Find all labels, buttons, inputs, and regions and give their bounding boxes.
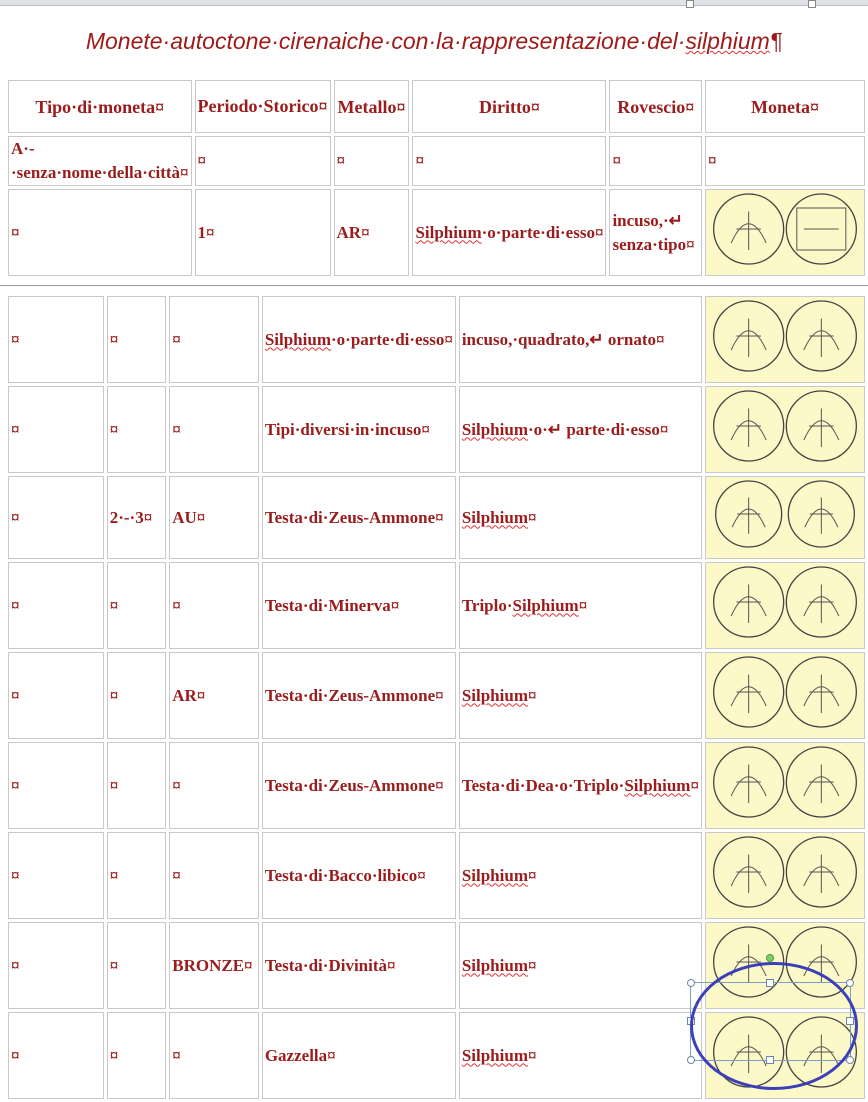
cell-periodo[interactable]: ¤ [107, 742, 167, 829]
cell-moneta[interactable]: ¤ [705, 136, 865, 186]
cell-rovescio[interactable]: incuso,·quadrato,↵ ornato¤ [459, 296, 702, 383]
table-row [8, 832, 865, 919]
cell-tipo[interactable]: ¤ [8, 386, 104, 473]
cell-diritto[interactable]: ¤ [412, 136, 606, 186]
cell-rovescio[interactable]: Silphium¤ [459, 922, 702, 1009]
pilcrow-mark: ¶ [769, 28, 783, 54]
header-rovescio: Rovescio¤ [609, 80, 702, 133]
cell-tipo[interactable]: ¤ [8, 189, 192, 276]
table-row [8, 136, 865, 186]
cell-periodo[interactable]: 1¤ [195, 189, 331, 276]
silphium-word: Silphium [512, 595, 579, 615]
cell-metallo[interactable]: BRONZE¤ [169, 922, 259, 1009]
header-metallo: Metallo¤ [334, 80, 410, 133]
cell-tipo[interactable]: ¤ [8, 652, 104, 739]
silphium-word: Silphium [461, 955, 528, 975]
cell-metallo[interactable]: AU¤ [169, 476, 259, 559]
cell-rovescio[interactable]: Testa·di·Dea·o·Triplo·Silphium¤ [459, 742, 702, 829]
cell-tipo[interactable]: ¤ [8, 476, 104, 559]
cell-metallo[interactable]: ¤ [334, 136, 410, 186]
cell-periodo[interactable]: ¤ [107, 562, 167, 649]
highlight-ellipse [690, 962, 858, 1090]
cell-tipo[interactable]: ¤ [8, 1012, 104, 1099]
silphium-word: Silphium [461, 507, 528, 527]
cell-periodo[interactable]: ¤ [107, 386, 167, 473]
cell-rovescio[interactable]: Silphium¤ [459, 652, 702, 739]
silphium-word: Silphium [461, 1045, 528, 1065]
silphium-word: Silphium [461, 685, 528, 705]
cell-diritto[interactable]: Testa·di·Divinità¤ [262, 922, 456, 1009]
ornate-square-coin-icon [706, 297, 864, 375]
page-title [0, 28, 868, 55]
coin-image-cell[interactable] [705, 476, 865, 559]
coin-image-cell[interactable] [705, 189, 865, 276]
cell-rovescio[interactable]: Silphium¤ [459, 1012, 702, 1099]
cell-periodo[interactable]: ¤ [107, 652, 167, 739]
cell-periodo[interactable]: ¤ [107, 922, 167, 1009]
table-row [8, 296, 865, 383]
table-row [8, 386, 865, 473]
cell-periodo[interactable]: ¤ [107, 296, 167, 383]
ruler-bar [0, 0, 868, 6]
silphium-word: Silphium [461, 419, 528, 439]
cell-periodo[interactable]: ¤ [107, 832, 167, 919]
cell-periodo[interactable]: ¤ [107, 1012, 167, 1099]
coins-table-top [5, 77, 868, 279]
dea-coin-icon [706, 743, 864, 821]
coin-image-cell[interactable] [705, 296, 865, 383]
header-row [8, 80, 865, 133]
cell-tipo[interactable]: ¤ [8, 922, 104, 1009]
silphium-word: Silphium [624, 775, 691, 795]
table-row [8, 742, 865, 829]
bacco-coin-icon [706, 833, 864, 911]
cell-diritto[interactable]: Silphium·o·parte·di·esso¤ [262, 296, 456, 383]
cell-metallo[interactable]: ¤ [169, 742, 259, 829]
cell-diritto[interactable]: Gazzella¤ [262, 1012, 456, 1099]
resize-handle[interactable] [687, 979, 695, 987]
coin-image-cell[interactable] [705, 832, 865, 919]
cell-diritto[interactable]: Tipi·diversi·in·incuso¤ [262, 386, 456, 473]
zeus-ar-coin-icon [706, 653, 864, 731]
cell-diritto[interactable]: Testa·di·Minerva¤ [262, 562, 456, 649]
coin-image-cell[interactable] [705, 652, 865, 739]
cell-diritto[interactable]: Testa·di·Zeus-Ammone¤ [262, 742, 456, 829]
cell-tipo[interactable]: ¤ [8, 562, 104, 649]
margin-marker[interactable] [686, 0, 694, 8]
silphium-word: Silphium [461, 865, 528, 885]
silphium-word: Silphium [264, 329, 331, 349]
title-text: Monete·autoctone·cirenaiche·con·la·rappresentazione·del· [85, 28, 686, 54]
coin-image-cell[interactable] [705, 742, 865, 829]
cell-tipo[interactable]: ¤ [8, 832, 104, 919]
cell-tipo[interactable]: A·-·senza·nome·della·città¤ [8, 136, 192, 186]
header-tipo: Tipo·di·moneta¤ [8, 80, 192, 133]
cell-metallo[interactable]: ¤ [169, 1012, 259, 1099]
resize-handle[interactable] [687, 1056, 695, 1064]
silphium-word: Silphium [415, 222, 482, 242]
title-silphium-word: silphium [685, 28, 770, 54]
cell-diritto[interactable]: Testa·di·Bacco·libico¤ [262, 832, 456, 919]
coin-image-cell[interactable] [705, 386, 865, 473]
cell-rovescio[interactable]: Silphium¤ [459, 476, 702, 559]
resize-handle[interactable] [846, 979, 854, 987]
figures-coin-icon [706, 387, 864, 465]
header-moneta: Moneta¤ [705, 80, 865, 133]
cell-metallo[interactable]: AR¤ [334, 189, 410, 276]
header-periodo: Periodo·Storico¤ [195, 80, 331, 133]
cell-diritto[interactable]: Testa·di·Zeus-Ammone¤ [262, 652, 456, 739]
cell-rovescio[interactable]: incuso,·↵ senza·tipo¤ [609, 189, 702, 276]
cell-periodo[interactable]: ¤ [195, 136, 331, 186]
cell-rovescio[interactable]: Silphium¤ [459, 832, 702, 919]
cell-metallo[interactable]: ¤ [169, 562, 259, 649]
zeus-coin-icon [706, 477, 864, 551]
cell-periodo[interactable]: 2·-·3¤ [107, 476, 167, 559]
rotate-handle[interactable] [766, 954, 774, 962]
cell-tipo[interactable]: ¤ [8, 296, 104, 383]
coin-image-cell[interactable] [705, 562, 865, 649]
cell-metallo[interactable]: ¤ [169, 832, 259, 919]
cell-tipo[interactable]: ¤ [8, 742, 104, 829]
header-diritto: Diritto¤ [412, 80, 606, 133]
table-row [8, 476, 865, 559]
cell-diritto[interactable]: Testa·di·Zeus-Ammone¤ [262, 476, 456, 559]
incuse-square-coin-icon [706, 190, 864, 268]
margin-marker[interactable] [808, 0, 816, 8]
cell-metallo[interactable]: AR¤ [169, 652, 259, 739]
table-row [8, 652, 865, 739]
page-break-line [0, 285, 868, 286]
minerva-coin-icon [706, 563, 864, 641]
table-row [8, 562, 865, 649]
cell-rovescio[interactable]: Triplo·Silphium¤ [459, 562, 702, 649]
table-row [8, 189, 865, 276]
cell-diritto[interactable]: Silphium·o·parte·di·esso¤ [412, 189, 606, 276]
cell-metallo[interactable]: ¤ [169, 386, 259, 473]
cell-rovescio[interactable]: ¤ [609, 136, 702, 186]
cell-metallo[interactable]: ¤ [169, 296, 259, 383]
cell-rovescio[interactable]: Silphium·o·↵ parte·di·esso¤ [459, 386, 702, 473]
